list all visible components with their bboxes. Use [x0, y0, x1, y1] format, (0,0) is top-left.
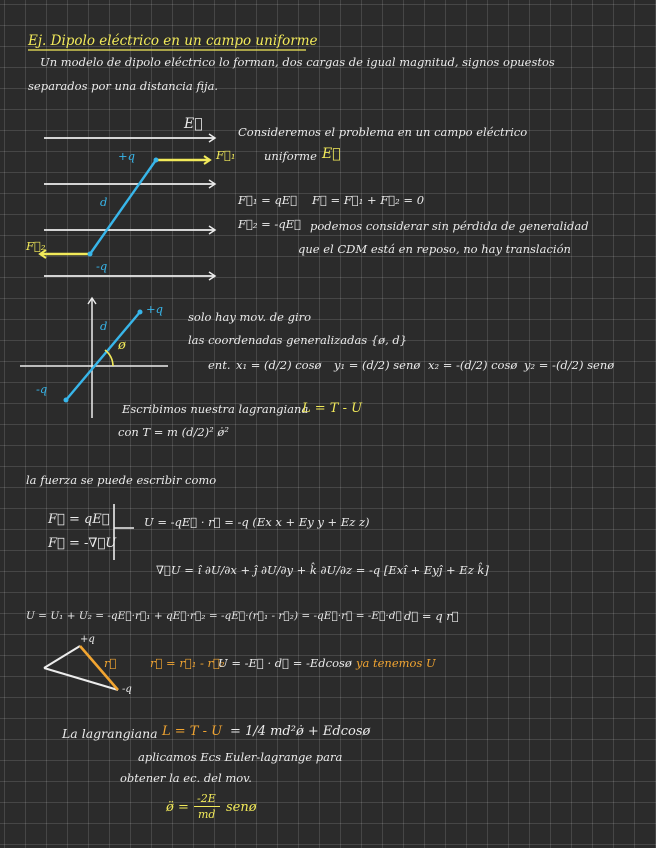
motion-eq-lhs: ø̈ =: [166, 800, 189, 815]
y1-eq: y₁ = (d/2) senø: [334, 358, 421, 372]
y2-eq: y₂ = -(d/2) senø: [524, 358, 615, 372]
plus-charge-dot: [154, 158, 159, 163]
lagrangian-intro: Escribimos nuestra lagrangiana: [122, 402, 309, 416]
r-label: r⃗: [104, 656, 117, 670]
x1-eq: x₁ = (d/2) cosø: [236, 358, 322, 372]
page-title: Ej. Dipolo eléctrico en un campo uniforme: [28, 33, 318, 49]
rotation-line: solo hay mov. de giro: [188, 310, 312, 324]
motion-eq-numerator: -2E: [197, 792, 216, 805]
final-lagrangian-label: La lagrangiana: [62, 726, 158, 741]
eq-F2: F⃗₂ = -qE⃗: [238, 217, 301, 231]
force-intro: la fuerza se puede escribir como: [26, 473, 217, 487]
fraction-bar: [194, 806, 220, 807]
phi-label: ø: [118, 338, 126, 353]
final-lagrangian-rest: = 1/4 md²ø̇ + Edcosø: [230, 724, 371, 739]
eq-F1: F⃗₁ = qE⃗: [238, 193, 298, 207]
plus-q-label-3: +q: [80, 634, 95, 645]
x2-eq: x₂ = -(d/2) cosø: [428, 358, 518, 372]
minus-q-label-3: -q: [122, 684, 132, 695]
eq-F-sum: F⃗ = F⃗₁ + F⃗₂ = 0: [312, 193, 425, 207]
potential-eq: U = -qE⃗ · r⃗ = -q (Ex x + Ey y + Ez z): [144, 515, 370, 529]
have-U-note: ya tenemos U: [356, 656, 436, 670]
r1-side: [44, 646, 80, 668]
minus-q-label: -q: [96, 259, 108, 273]
lagrangian-eq: L = T - U: [302, 401, 363, 416]
generality-line: podemos considerar sin pérdida de generalidad: [310, 219, 589, 233]
gradient-eq: ∇⃗U = î ∂U/∂x + ĵ ∂U/∂y + k̂ ∂U/∂z = -q [Exî + Eyĵ + Ez k̂]: [156, 563, 489, 577]
consider-line-2: uniforme: [264, 149, 317, 163]
motion-eq-denominator: md: [198, 808, 216, 821]
kinetic-eq: con T = m (d/2)² ø̇²: [118, 425, 229, 439]
d-label-2: d: [100, 319, 108, 333]
force-eq-2: F⃗ = -∇⃗U: [48, 536, 117, 551]
d-label: d: [100, 195, 108, 209]
final-lagrangian-eq: L = T - U: [162, 724, 223, 739]
consider-line-1: Consideremos el problema en un campo eléctrico: [238, 125, 528, 139]
plus-q-label: +q: [118, 149, 135, 163]
cdm-line: que el CDM está en reposo, no hay translación: [298, 242, 571, 256]
field-E-label: E⃗: [184, 116, 203, 132]
potential-result-eq: U = -E⃗ · d⃗ = -Edcosø: [218, 656, 352, 670]
potential-sum-eq: U = U₁ + U₂ = -qE⃗·r⃗₁ + qE⃗·r⃗₂ = -qE⃗·(r⃗₁ - r⃗₂) = -qE⃗·r⃗ = -E⃗·d⃗: [26, 610, 402, 622]
motion-eq-line: obtener la ec. del mov.: [120, 771, 252, 785]
intro-line-2: separados por una distancia fija.: [28, 79, 219, 93]
dipole-moment-eq: d⃗ = q r⃗: [404, 609, 459, 623]
motion-eq-rhs: senø: [226, 800, 257, 815]
coords-line: las coordenadas generalizadas {ø, d}: [188, 333, 408, 347]
F2-label: F⃗₂: [26, 239, 46, 253]
r-def-eq: r⃗ = r⃗₁ - r⃗₂: [150, 656, 225, 670]
euler-lagrange-line: aplicamos Ecs Euler-lagrange para: [138, 750, 343, 764]
consider-E-label: E⃗: [322, 146, 341, 162]
minus-charge-dot: [88, 252, 93, 257]
ent-label: ent.: [208, 358, 231, 372]
plus-q-label-2: +q: [146, 302, 163, 316]
F1-label: F⃗₁: [216, 148, 236, 162]
minus-q-label-2: -q: [36, 382, 48, 396]
intro-line-1: Un modelo de dipolo eléctrico lo forman, dos cargas de igual magnitud, signos opuestos: [40, 55, 555, 69]
force-eq-1: F⃗ = qE⃗: [48, 512, 110, 527]
